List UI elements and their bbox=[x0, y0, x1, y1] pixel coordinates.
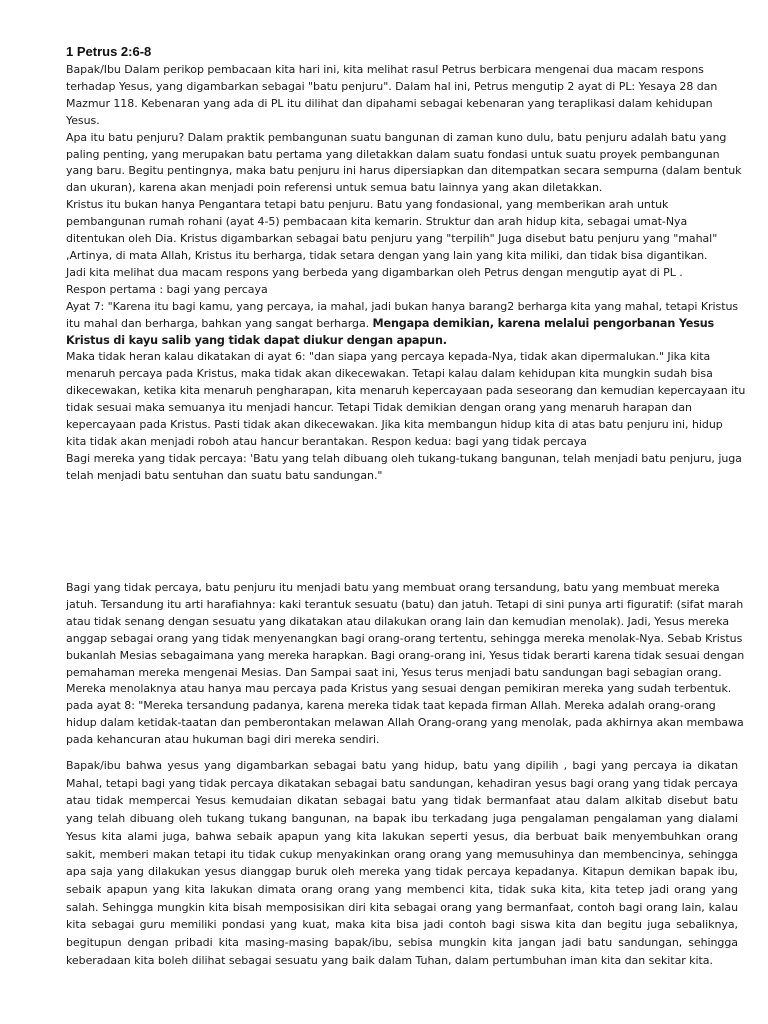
paragraph-intro: Bapak/Ibu Dalam perikop pembacaan kita hari ini, kita melihat rasul Petrus berbicara mengenai dua macam respons terhadap Yesus, yang digambarkan sebagai "batu penjuru". Dalam hal ini, Petrus mengutip 2 ayat di PL: Yesaya 28 dan Mazmur 118. Kebenaran yang ada di PL itu dilihat dan dipahami sebagai kebenaran yang teraplikasi dalam kehidupan Yesus. bbox=[66, 63, 718, 127]
paragraph-penutup: Bapak/ibu bahwa yesus yang digambarkan sebagai batu yang hidup, batu yang dipilih , bagi yang percaya ia dikatan Mahal, tetapi bagi yang tidak percaya dikatakan sebagai batu sandungan, kehadiran yesus bagi orang yang tidak percaya atau tidak mempercai Yesus kemudaian dikatan sebagai batu yang tidak bermanfaat atau dalam alkitab disebut batu yang telah dibuang oleh tukang tukang bangunan, na bapak ibu terkadang juga pengalaman pengalaman yang dialami Yesus kita alami juga, bahwa sebaik apapun yang kita lakukan seperti yesus, dia berbuat baik menyembuhkan orang sakit, memberi makan tetapi itu tidak cukup menyakinkan orang orang yang memusuhinya dan membencinya, sehingga apa saja yang dilakukan yesus dianggap buruk oleh mereka yang tidak percaya kepadanya. Kitapun demikan bapak ibu, sebaik apapun yang kita lakukan dimata orang orang yang membenci kita, tidak suka kita, kita tetep jadi orang yang salah. Sehingga mungkin kita bisah memposisikan diri kita sebagai orang yang bermanfaat, contoh bagi orang lain, kalau kita sebagai guru memiliki pondasi yang kuat, maka kita bisa jadi contoh bagi siswa kita dan begitu juga sebaliknya, begitupun dengan pribadi kita masing-masing bapak/ibu, sebisa mungkin kita jangan jadi batu sandungan, sehingga keberadaan kita boleh dilihat sebagai sesuatu yang baik dalam Tuhan, dalam pertumbuhan iman kita dan sekitar kita. bbox=[66, 759, 738, 967]
paragraph-tidak-percaya-quote: Bagi mereka yang tidak percaya: 'Batu yang telah dibuang oleh tukang-tukang bangunan, telah menjadi batu penjuru, juga telah menjadi batu sentuhan dan suatu batu sandungan." bbox=[66, 451, 742, 482]
section-batu-sandungan bbox=[66, 580, 746, 749]
ayat-7-bold-emphasis: Mengapa demikian, karena melalui pengorbanan Yesus Kristus di kayu salib yang tidak dapat diukur dengan apapun. bbox=[66, 316, 715, 347]
paragraph-ayat-7 bbox=[66, 299, 746, 350]
paragraph-batu-sandungan: Bagi yang tidak percaya, batu penjuru itu menjadi batu yang membuat orang tersandung, batu yang membuat mereka jatuh. Tersandung itu arti harafiahnya: kaki terantuk sesuatu (batu) dan jatuh. Tetapi di sini punya arti figuratif: (sifat marah atau tidak senang dengan sesuatu yang dikatakan atau dilakukan orang lain dan kemudian menolak). Jadi, Yesus mereka anggap sebagai orang yang tidak menyenangkan bagi orang-orang tertentu, sehingga mereka menolak-Nya. Sebab Kristus bukanlah Mesias sebagaimana yang mereka harapkan. Bagi orang-orang ini, Yesus tidak berarti karena tidak sesuai dengan pemahaman mereka mengenai Mesias. Dan Sampai saat ini, Yesus terus menjadi batu sandungan bagi sebagian orang. Mereka menolaknya atau hanya mau percaya pada Kristus yang sesuai dengan pemikiran mereka yang sudah terbentuk. bbox=[66, 581, 745, 696]
section-penutup bbox=[66, 757, 738, 969]
section-batu-penjuru bbox=[66, 62, 746, 485]
paragraph-ayat-6: Maka tidak heran kalau dikatakan di ayat 6: "dan siapa yang percaya kepada-Nya, tidak akan dipermalukan." Jika kita menaruh percaya pada Kristus, maka tidak akan dikecewakan. Tetapi kalau dalam kehidupan kita mungkin sudah bisa dikecewakan, ketika kita menaruh pengharapan, kita menaruh kepercayaan pada seseorang dan kemudian kepercayaan itu tidak sesuai maka semuanya itu menjadi hancur. Tetapi Tidak demikian dengan orang yang menaruh harapan dan kepercayaan pada Kristus. Pasti tidak akan dikecewakan. Jika kita membangun hidup kita di atas batu penjuru ini, hidup kita tidak akan menjadi roboh atau hancur berantakan. Respon kedua: bagi yang tidak percaya bbox=[66, 350, 746, 448]
paragraph-apa-itu-batu-penjuru: Apa itu batu penjuru? Dalam praktik pembangunan suatu bangunan di zaman kuno dulu, batu penjuru adalah batu yang paling penting, yang merupakan batu pertama yang diletakkan dalam suatu fondasi untuk suatu proyek pembangunan yang baru. Begitu pentingnya, maka batu penjuru ini harus dipersiapkan dan ditempatkan secara sempurna (dalam bentuk dan ukuran), karena akan menjadi poin referensi untuk semua batu lainnya yang akan diletakkan. bbox=[66, 130, 742, 195]
paragraph-ayat-8: pada ayat 8: "Mereka tersandung padanya, karena mereka tidak taat kepada firman Allah. Mereka adalah orang-orang hidup dalam ketidak-taatan dan pemberontakan melawan Allah Orang-orang yang menolak, pada akhirnya akan membawa pada kehancuran atau hukuman bagi diri mereka sendiri. bbox=[66, 699, 744, 747]
paragraph-respon-pertama: Respon pertama : bagi yang percaya bbox=[66, 282, 268, 296]
page-title: 1 Petrus 2:6-8 bbox=[66, 44, 152, 59]
ayat-7-text: Ayat 7: "Karena itu bagi kamu, yang percaya, ia mahal, jadi bukan hanya barang2 berharga kita yang mahal, tetapi Kristus itu mahal dan berharga, bahkan yang sangat berharga. bbox=[66, 299, 739, 330]
paragraph-dua-respons: Jadi kita melihat dua macam respons yang berbeda yang digambarkan oleh Petrus dengan mengutip ayat di PL . bbox=[66, 265, 683, 279]
paragraph-kristus-batu-penjuru: Kristus itu bukan hanya Pengantara tetapi batu penjuru. Batu yang fondasional, yang memberikan arah untuk pembangunan rumah rohani (ayat 4-5) pembacaan kita kemarin. Struktur dan arah hidup kita, sebagai umat-Nya ditentukan oleh Dia. Kristus digambarkan sebagai batu penjuru yang "terpilih" Juga disebut batu penjuru yang "mahal" ,Artinya, di mata Allah, Kristus itu berharga, tidak setara dengan yang lain yang kita miliki, dan tidak bisa digantikan. bbox=[66, 198, 718, 262]
